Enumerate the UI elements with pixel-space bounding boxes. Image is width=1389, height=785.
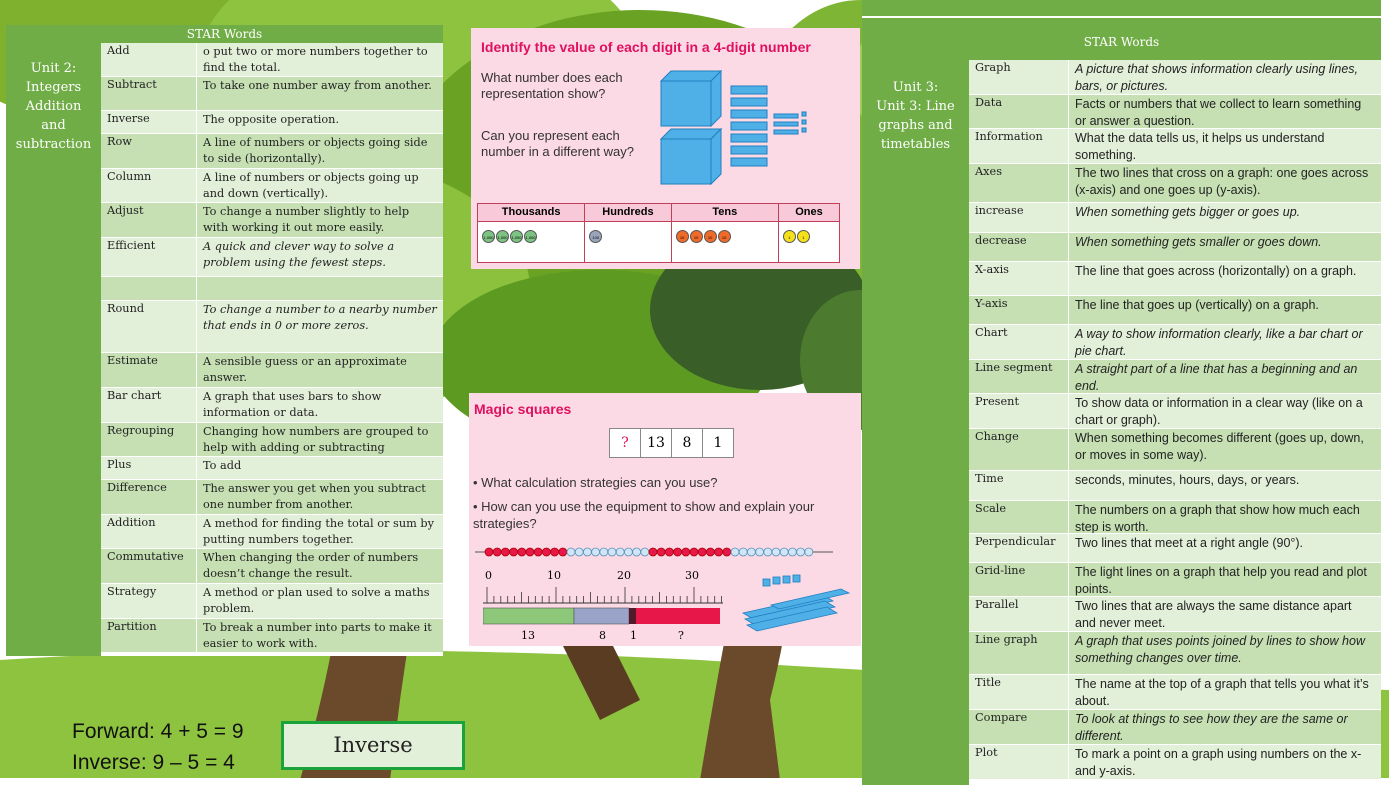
word-definition: A straight part of a line that has a beginning and an end.: [1069, 360, 1381, 393]
magic-square: [609, 428, 734, 458]
word-row: [969, 745, 1381, 780]
word-term: Time: [969, 471, 1069, 500]
bar-label: ?: [678, 629, 684, 642]
square-cell: ?: [610, 429, 641, 458]
card-title: Magic squares: [474, 401, 572, 417]
word-definition: The light lines on a graph that help you read and plot points.: [1069, 563, 1381, 596]
word-definition: A line of numbers or objects going up and down (vertically).: [197, 169, 443, 202]
bead: [567, 548, 575, 556]
bead: [592, 548, 600, 556]
word-row: [969, 360, 1381, 394]
unit-line: Unit 2:: [30, 61, 77, 76]
word-row: [101, 277, 443, 301]
ruler-tick-label: 20: [617, 569, 631, 582]
word-row: [101, 203, 443, 238]
word-term: Strategy: [101, 584, 197, 618]
word-term: Partition: [101, 619, 197, 652]
word-row: [969, 675, 1381, 710]
word-definition: When changing the order of numbers doesn’t change the result.: [197, 549, 443, 583]
word-definition: Two lines that are always the same distance apart and never meet.: [1069, 597, 1381, 631]
unit-line: graphs and: [878, 118, 953, 133]
word-rows: [101, 43, 443, 653]
word-definition: When something gets bigger or goes up.: [1069, 203, 1381, 232]
tens-cell: [671, 221, 778, 262]
word-term: Axes: [969, 164, 1069, 202]
bead: [723, 548, 731, 556]
word-term: Line segment: [969, 360, 1069, 393]
bullet-text: • How can you use the equipment to show and explain your strategies?: [473, 499, 815, 531]
bead: [559, 548, 567, 556]
word-row: [101, 43, 443, 77]
word-row: [969, 95, 1381, 129]
word-definition: Changing how numbers are grouped to help with adding or subtracting: [197, 423, 443, 456]
word-term: Compare: [969, 710, 1069, 744]
bead: [510, 548, 518, 556]
unit-line: subtraction: [15, 137, 92, 152]
bead: [518, 548, 526, 556]
word-term: Perpendicular: [969, 534, 1069, 562]
bead: [485, 548, 493, 556]
bead: [780, 548, 788, 556]
word-definition: A quick and clever way to solve a problem using the fewest steps.: [197, 238, 443, 276]
word-definition: When something gets smaller or goes down.: [1069, 233, 1381, 261]
word-definition: [197, 277, 443, 300]
bead: [797, 548, 805, 556]
word-definition: The answer you get when you subtract one number from another.: [197, 480, 443, 514]
place-value-counter: 1,000: [496, 230, 509, 243]
column-header: Hundreds: [585, 204, 671, 222]
bead: [583, 548, 591, 556]
word-definition: A sensible guess or an approximate answer.: [197, 353, 443, 387]
bullet-text: • What calculation strategies can you use?: [473, 475, 718, 490]
word-definition: The line that goes across (horizontally) on a graph.: [1069, 262, 1381, 295]
word-definition: To change a number to a nearby number that ends in 0 or more zeros.: [197, 301, 443, 352]
ruler-tick-label: 30: [685, 569, 699, 582]
place-value-counter: 10: [690, 230, 703, 243]
bead: [551, 548, 559, 556]
word-definition: What the data tells us, it helps us understand something.: [1069, 129, 1381, 163]
bead: [600, 548, 608, 556]
word-term: Add: [101, 43, 197, 76]
word-term: Inverse: [101, 111, 197, 133]
bead: [698, 548, 706, 556]
thousands-cell: [478, 221, 585, 262]
place-value-counter: 1,000: [524, 230, 537, 243]
word-term: Regrouping: [101, 423, 197, 456]
word-definition: A line of numbers or objects going side to side (horizontally).: [197, 134, 443, 168]
bar-label: 8: [599, 629, 606, 642]
forward-equation: Forward: 4 + 5 = 9: [72, 720, 244, 743]
bead: [764, 548, 772, 556]
word-term: Column: [101, 169, 197, 202]
word-row: [969, 429, 1381, 471]
word-row: [969, 563, 1381, 597]
place-value-table: [477, 203, 840, 263]
column-header: Tens: [671, 204, 778, 222]
bead: [674, 548, 682, 556]
inverse-equation: Inverse: 9 – 5 = 4: [72, 751, 235, 774]
word-term: Graph: [969, 60, 1069, 94]
word-term: Estimate: [101, 353, 197, 387]
word-row: [101, 480, 443, 515]
table-heading: STAR Words: [6, 25, 443, 43]
place-value-counter: 10: [704, 230, 717, 243]
word-row: [969, 597, 1381, 632]
square-cell: 1: [703, 429, 734, 458]
word-row: [101, 423, 443, 457]
word-row: [969, 534, 1381, 563]
place-value-counter: 10: [676, 230, 689, 243]
word-term: Bar chart: [101, 388, 197, 422]
word-definition: To add: [197, 457, 443, 479]
word-term: Chart: [969, 325, 1069, 359]
place-value-card: [471, 28, 860, 269]
word-term: X-axis: [969, 262, 1069, 295]
word-term: Plus: [101, 457, 197, 479]
bar-label: 13: [521, 629, 535, 642]
word-row: [101, 515, 443, 549]
word-definition: To mark a point on a graph using numbers on the x- and y-axis.: [1069, 745, 1381, 779]
word-definition: A way to show information clearly, like a bar chart or pie chart.: [1069, 325, 1381, 359]
unit-line: timetables: [880, 137, 951, 152]
unit-label: [862, 60, 969, 785]
word-row: [969, 501, 1381, 534]
bead: [690, 548, 698, 556]
word-definition: A method or plan used to solve a maths problem.: [197, 584, 443, 618]
unit-line: Addition: [25, 99, 82, 114]
base-ten-rods-icon: [741, 573, 856, 633]
word-definition: The line that goes up (vertically) on a graph.: [1069, 296, 1381, 324]
word-term: Y-axis: [969, 296, 1069, 324]
bead: [501, 548, 509, 556]
bead: [534, 548, 542, 556]
word-term: Row: [101, 134, 197, 168]
magic-squares-card: [469, 393, 861, 646]
word-definition: The numbers on a graph that show how much each step is worth.: [1069, 501, 1381, 533]
word-term: Parallel: [969, 597, 1069, 631]
word-row: [101, 549, 443, 584]
place-value-counter: 1: [797, 230, 810, 243]
bead: [682, 548, 690, 556]
word-term: Round: [101, 301, 197, 352]
bead: [805, 548, 813, 556]
number-line-bar-model: [483, 565, 733, 645]
question-text: What number does each representation show?: [481, 70, 623, 101]
word-row: [101, 134, 443, 169]
word-term: Efficient: [101, 238, 197, 276]
word-term: Commutative: [101, 549, 197, 583]
unit-line: Unit 3: Line: [876, 99, 955, 114]
word-rows: [969, 60, 1381, 780]
word-row: [969, 394, 1381, 429]
base-ten-blocks-icon: [656, 66, 846, 186]
place-value-counter: 1,000: [482, 230, 495, 243]
bead: [616, 548, 624, 556]
bead: [731, 548, 739, 556]
square-cell: 8: [672, 429, 703, 458]
bead: [665, 548, 673, 556]
ruler-tick-label: 10: [547, 569, 561, 582]
square-cell: 13: [641, 429, 672, 458]
bead: [575, 548, 583, 556]
ones-cell: [778, 221, 839, 262]
bead: [747, 548, 755, 556]
unit-line: Unit 3:: [892, 80, 939, 95]
word-row: [101, 111, 443, 134]
place-value-counter: 1: [783, 230, 796, 243]
word-row: [969, 233, 1381, 262]
word-term: Scale: [969, 501, 1069, 533]
unit-line: Integers: [25, 80, 82, 95]
word-row: [101, 169, 443, 203]
card-title: Identify the value of each digit in a 4-digit number: [481, 39, 811, 55]
word-term: Information: [969, 129, 1069, 163]
word-row: [969, 262, 1381, 296]
bead: [739, 548, 747, 556]
word-row: [969, 164, 1381, 203]
word-term: Addition: [101, 515, 197, 548]
bead: [526, 548, 534, 556]
word-definition: The name at the top of a graph that tells you what it’s about.: [1069, 675, 1381, 709]
word-row: [101, 238, 443, 277]
word-term: Title: [969, 675, 1069, 709]
word-definition: When something becomes different (goes up, down, or moves in some way).: [1069, 429, 1381, 470]
word-term: Line graph: [969, 632, 1069, 674]
word-definition: To change a number slightly to help with working it out more easily.: [197, 203, 443, 237]
bead: [633, 548, 641, 556]
word-term: Present: [969, 394, 1069, 428]
word-definition: To take one number away from another.: [197, 77, 443, 110]
word-row: [101, 584, 443, 619]
word-row: [969, 129, 1381, 164]
word-row: [969, 632, 1381, 675]
hundreds-cell: [585, 221, 671, 262]
place-value-counter: 1,000: [510, 230, 523, 243]
word-term: decrease: [969, 233, 1069, 261]
word-row: [101, 388, 443, 423]
bead-string-icon: [475, 545, 835, 559]
word-definition: A graph that uses points joined by lines to show how something changes over time.: [1069, 632, 1381, 674]
word-term: Adjust: [101, 203, 197, 237]
bead: [657, 548, 665, 556]
bead: [715, 548, 723, 556]
unit-label: [6, 43, 101, 656]
word-term: Grid-line: [969, 563, 1069, 596]
word-term: Plot: [969, 745, 1069, 779]
word-term: [101, 277, 197, 300]
place-value-counter: 10: [718, 230, 731, 243]
bead: [608, 548, 616, 556]
inverse-example: [72, 716, 244, 778]
bead: [706, 548, 714, 556]
word-term: Data: [969, 95, 1069, 128]
word-term: Difference: [101, 480, 197, 514]
word-definition: A method for finding the total or sum by putting numbers together.: [197, 515, 443, 548]
place-value-counter: 100: [589, 230, 602, 243]
word-definition: Two lines that meet at a right angle (90°).: [1069, 534, 1381, 562]
word-row: [969, 325, 1381, 360]
word-definition: o put two or more numbers together to find the total.: [197, 43, 443, 76]
top-rule: [862, 0, 1381, 18]
bead: [542, 548, 550, 556]
word-definition: The two lines that cross on a graph: one goes across (x-axis) and one goes up (y-axis).: [1069, 164, 1381, 202]
word-row: [969, 710, 1381, 745]
word-definition: To break a number into parts to make it easier to work with.: [197, 619, 443, 652]
word-row: [101, 353, 443, 388]
bead: [624, 548, 632, 556]
ruler-tick-label: 0: [485, 569, 492, 582]
word-definition: A picture that shows information clearly using lines, bars, or pictures.: [1069, 60, 1381, 94]
word-definition: seconds, minutes, hours, days, or years.: [1069, 471, 1381, 500]
column-header: Ones: [778, 204, 839, 222]
star-words-unit2-table: [6, 25, 443, 656]
bead: [772, 548, 780, 556]
word-term: Subtract: [101, 77, 197, 110]
bead: [788, 548, 796, 556]
word-row: [101, 301, 443, 353]
star-words-unit3-table: [862, 0, 1381, 785]
word-definition: To look at things to see how they are the same or different.: [1069, 710, 1381, 744]
bead: [641, 548, 649, 556]
word-definition: Facts or numbers that we collect to learn something or answer a question.: [1069, 95, 1381, 128]
word-row: [101, 619, 443, 653]
column-header: Thousands: [478, 204, 585, 222]
word-definition: The opposite operation.: [197, 111, 443, 133]
table-heading: STAR Words: [862, 18, 1381, 60]
word-row: [969, 471, 1381, 501]
word-row: [969, 203, 1381, 233]
word-row: [101, 77, 443, 111]
word-row: [101, 457, 443, 480]
inverse-label-box: Inverse: [281, 721, 465, 770]
question-text: Can you represent each number in a different way?: [481, 128, 634, 159]
unit-line: and: [41, 118, 66, 133]
word-term: Change: [969, 429, 1069, 470]
word-definition: A graph that uses bars to show information or data.: [197, 388, 443, 422]
bead: [649, 548, 657, 556]
word-definition: To show data or information in a clear way (like on a chart or graph).: [1069, 394, 1381, 428]
bead: [493, 548, 501, 556]
bead: [756, 548, 764, 556]
bar-label: 1: [630, 629, 637, 642]
word-row: [969, 60, 1381, 95]
word-term: increase: [969, 203, 1069, 232]
word-row: [969, 296, 1381, 325]
